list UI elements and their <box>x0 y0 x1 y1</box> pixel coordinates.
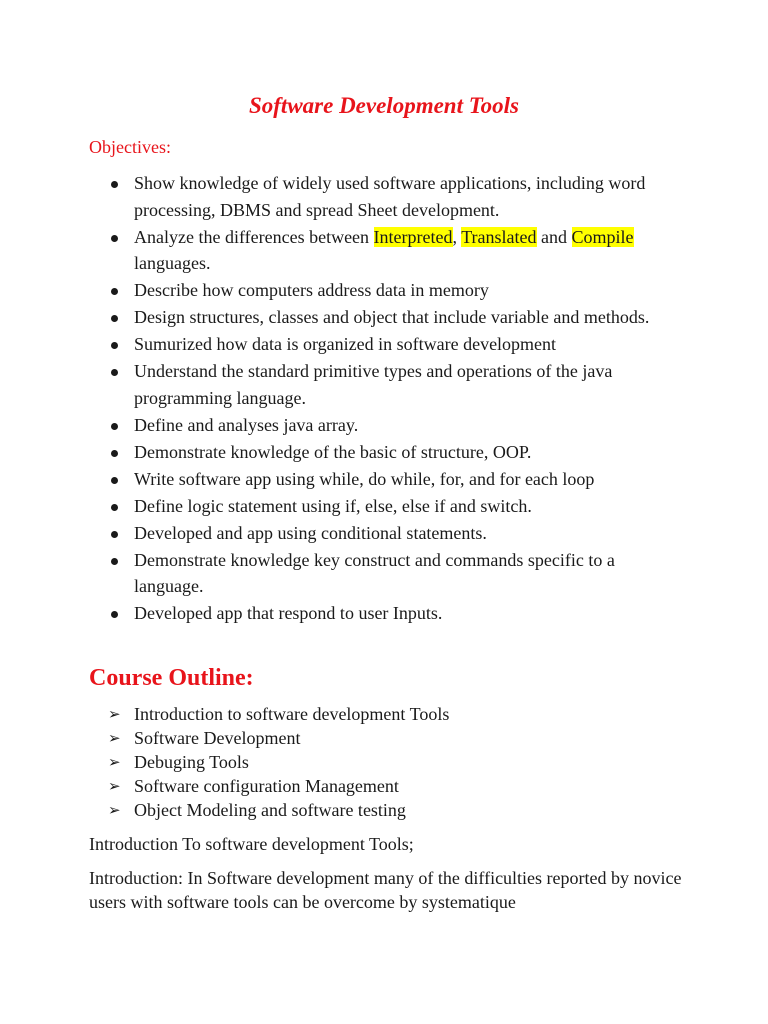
objective-text: Understand the standard primitive types and operations of the java programming language. <box>134 361 613 408</box>
course-outline-item <box>0 702 768 726</box>
bullet-dot-icon <box>111 611 118 618</box>
bullet-dot-icon <box>111 315 118 322</box>
objective-item <box>0 170 682 223</box>
objective-item <box>0 466 682 493</box>
bullet-dot-icon <box>111 504 118 511</box>
objective-text: Define and analyses java array. <box>134 414 359 435</box>
course-outline-item <box>0 726 768 750</box>
course-outline-item <box>0 798 768 822</box>
arrow-bullet-icon: ➢ <box>108 705 121 723</box>
objective-text: Define logic statement using if, else, else if and switch. <box>134 495 532 516</box>
bullet-dot-icon <box>111 477 118 484</box>
course-outline-text: Software configuration Management <box>134 776 399 796</box>
bullet-dot-icon <box>111 369 118 376</box>
bullet-dot-icon <box>111 235 118 242</box>
objective-text: Write software app using while, do while, for, and for each loop <box>134 468 595 489</box>
objective-text: Sumurized how data is organized in software development <box>134 334 557 354</box>
course-outline-text: Introduction to software development Tools <box>134 704 450 724</box>
arrow-bullet-icon: ➢ <box>108 753 121 771</box>
arrow-bullet-icon: ➢ <box>108 777 121 795</box>
objective-item <box>0 277 682 304</box>
course-outline-text: Software Development <box>134 728 301 748</box>
objective-item <box>0 547 682 600</box>
objective-item <box>0 224 682 277</box>
bullet-dot-icon <box>111 288 118 295</box>
objective-item <box>0 600 682 627</box>
intro-paragraph: Introduction: In Software development many of the difficulties reported by novice users with software tools can be overcome by systematique <box>89 868 682 912</box>
highlighted-term: Compile <box>571 226 634 247</box>
course-outline-heading: Course Outline: <box>89 665 254 691</box>
bullet-dot-icon <box>111 558 118 565</box>
objective-text: , <box>452 226 462 247</box>
course-outline-text: Debuging Tools <box>134 752 249 772</box>
objective-item <box>0 331 682 358</box>
objectives-list <box>0 170 768 627</box>
highlighted-term: Translated <box>461 226 537 247</box>
objective-text: languages. <box>134 253 211 273</box>
bullet-dot-icon <box>111 342 118 349</box>
objective-text: Developed app that respond to user Inputs. <box>134 603 443 623</box>
objective-item <box>0 304 682 331</box>
objective-item <box>0 493 682 520</box>
objective-text: Describe how computers address data in memory <box>134 280 489 300</box>
objective-item <box>0 358 682 411</box>
course-outline-text: Object Modeling and software testing <box>134 800 406 820</box>
arrow-bullet-icon: ➢ <box>108 729 121 747</box>
bullet-dot-icon <box>111 531 118 538</box>
objective-text: Design structures, classes and object that include variable and methods. <box>134 307 650 327</box>
objective-text: Analyze the differences between <box>134 226 374 247</box>
bullet-dot-icon <box>111 423 118 430</box>
objectives-label: Objectives: <box>89 137 171 157</box>
objective-text: Demonstrate knowledge of the basic of structure, OOP. <box>134 441 532 462</box>
objective-text: Show knowledge of widely used software applications, including word processing, DBMS and spread Sheet development. <box>134 173 646 220</box>
bullet-dot-icon <box>111 450 118 457</box>
course-outline-item <box>0 750 768 774</box>
highlighted-term: Interpreted <box>373 226 453 247</box>
bullet-dot-icon <box>111 181 118 188</box>
objective-text: Demonstrate knowledge key construct and commands specific to a language. <box>134 549 615 596</box>
course-outline-list <box>0 702 768 822</box>
arrow-bullet-icon: ➢ <box>108 801 121 819</box>
objective-text: and <box>536 226 572 247</box>
course-outline-item <box>0 774 768 798</box>
objective-item <box>0 439 682 466</box>
objective-text: Developed and app using conditional statements. <box>134 522 487 543</box>
intro-heading: Introduction To software development Tools; <box>89 834 414 854</box>
document-title: Software Development Tools <box>248 93 520 118</box>
objective-item <box>0 520 682 547</box>
objective-item <box>0 412 682 439</box>
